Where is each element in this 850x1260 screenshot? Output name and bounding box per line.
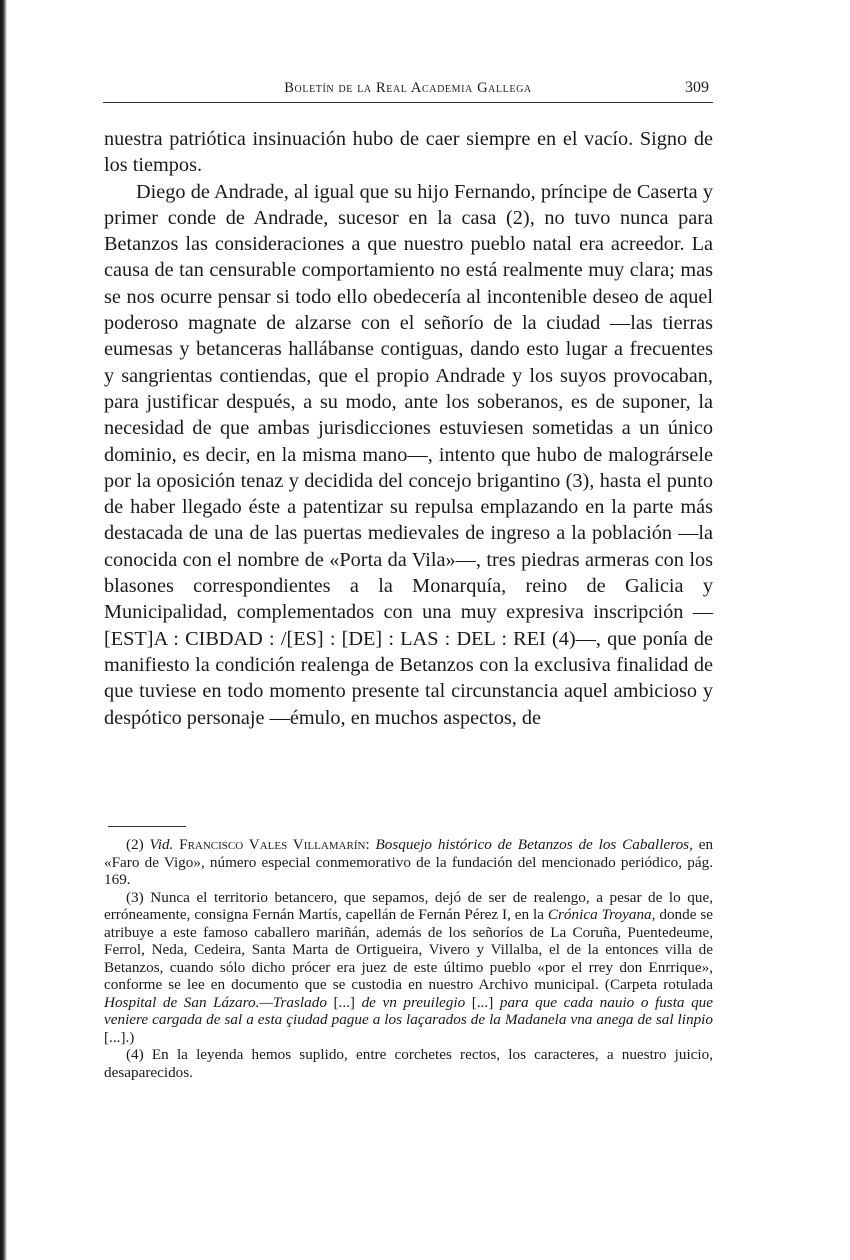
footnote-3-bracket-2: [...] <box>471 993 494 1011</box>
footnote-4-marker: (4) <box>126 1046 144 1063</box>
footnotes <box>104 836 713 1081</box>
paragraph-1: nuestra patriótica insinuación hubo de caer siempre en el vacío. Signo de los tiempos. <box>104 128 713 177</box>
footnote-3 <box>104 889 713 1047</box>
footnote-2-rest: en «Faro de Vigo», número especial conmemorativo de la fundación del mencionado periódico, pág. 169. <box>104 836 714 888</box>
footnote-4 <box>104 1046 713 1081</box>
footnote-4-text: En la leyenda hemos suplido, entre corchetes rectos, los caracteres, a nuestro juicio, desaparecidos. <box>104 1046 714 1081</box>
footnote-2-author: Francisco Vales Villamarín: <box>179 836 370 853</box>
footnote-3-carpeta: Hospital de San Lázaro.—Traslado <box>104 993 327 1011</box>
footnote-2-vid: Vid. <box>149 836 174 853</box>
footnote-2-title: Bosquejo histórico de Betanzos de los Caballeros, <box>375 836 693 853</box>
running-head: Boletín de la Real Academia Gallega <box>284 80 532 96</box>
page-binding-edge <box>0 0 7 1260</box>
main-text <box>104 126 713 731</box>
footnote-3-cronica: Crónica Troyana, <box>547 906 656 923</box>
page-number: 309 <box>685 79 709 96</box>
page-header <box>103 78 713 103</box>
footnote-3-closing: [...].) <box>104 1028 135 1046</box>
footnote-3-text-a: Nunca el territorio betancero, que sepamos, dejó de ser de realengo, a pesar de lo que, erróneamente, consigna Fernán Martís, capellán de Fernán Pérez I, en la <box>104 888 714 923</box>
footnote-3-quote-a: de vn preuilegio <box>361 993 466 1011</box>
footnote-3-bracket-1: [...] <box>333 993 355 1011</box>
footnote-rule <box>108 826 186 827</box>
paragraph-2: Diego de Andrade, al igual que su hijo Fernando, príncipe de Caserta y primer conde de Andrade, sucesor en la casa (2), no tuvo nunca para Betanzos las consideraciones a que nuestro pueblo natal era acreedor. La causa de tan censurable comportamiento no está realmente muy clara; mas se nos ocurre pensar si todo ello obedecería al incontenible deseo de aquel poderoso magnate de alzarse con el señorío de la ciudad —las tierras eumesas y betanceras hallábanse contiguas, dando esto lugar a frecuentes y sangrientas contiendas, que el propio Andrade y los suyos provocaban, para justificar después, a su modo, ante los soberanos, es de suponer, la necesidad de que ambas jurisdicciones estuviesen sometidas a un único dominio, es decir, en la misma mano—, intento que hubo de malogrársele por la oposición tenaz y decidida del concejo brigantino (3), hasta el punto de haber llegado éste a patentizar su repulsa emplazando en la parte más destacada de una de las puertas medievales de ingreso a la población —la conocida con el nombre de «Porta da Vila»—, tres piedras armeras con los blasones correspondientes a la Monarquía, reino de Galicia y Municipalidad, complementados con una muy expresiva inscripción —[EST]A : CIBDAD : /[ES] : [DE] : LAS : DEL : REI (4)—, que ponía de manifiesto la condición realenga de Betanzos con la exclusiva finalidad de que tuviese en todo momento presente tal circunstancia aquel ambicioso y despótico personaje —émulo, en muchos aspectos, de <box>104 180 713 729</box>
footnote-2 <box>104 836 713 889</box>
footnote-3-text-b: donde se atribuye a este famoso caballero mariñán, además de los señoríos de La Coruña, Puentedeume, Ferrol, Neda, Cedeira, Santa Marta de Ortigueira, Vivero y Villalba, el de la entonces villa de Betanzos, cuando sólo dicho prócer era juez de este último pueblo «por el rrey don Enrrique», conforme se lee en documento que se custodia en nuestro Archivo municipal. (Carpeta rotulada <box>104 906 714 993</box>
footnote-3-marker: (3) <box>126 888 144 906</box>
footnote-3-quote-b: para que cada nauio o fusta que veniere cargada de sal a esta çiudad pague a los laçarados de la Madanela vna anega de sal linpio <box>104 993 714 1028</box>
footnote-2-marker: (2) <box>126 836 144 853</box>
